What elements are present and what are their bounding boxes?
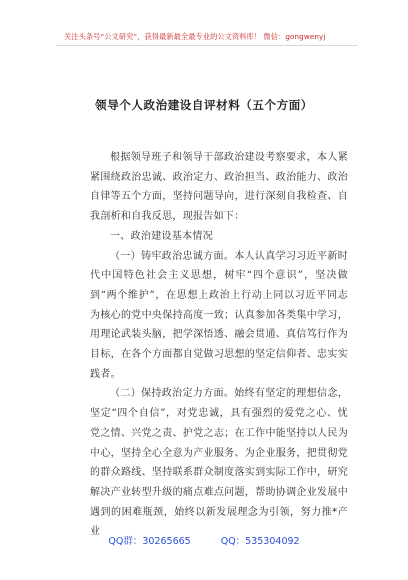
footer-qq: QQ：535304092	[220, 536, 300, 547]
paragraph-intro: 根据领导班子和领导干部政治建设考察要求，本人紧紧围绕政治忠诚、政治定力、政治担当、政治能力、政治自律等五个方面，坚持问题导向，进行深刻自我检查、自我剖析和自我反思，现报告如下：	[90, 152, 348, 223]
paragraph-resolve: （二）保持政治定力方面。始终有坚定的理想信念，坚定“四个自信”，对党忠诚，具有强烈的爱党之心、忧党之情、兴党之责、护党之志；在工作中能坚持以人民为中心，坚持全心全意为产业服务、为企业服务，把贯彻党的群众路线、坚持联系群众制度落实到实际工作中，研究解决产业转型升级的痛点难点问题，帮助协调企业发展中遇到的困难瓶颈，始终以新发展理念为引领，努力推*产业	[90, 388, 348, 538]
section-heading: 一、政治建设基本情况	[110, 230, 213, 242]
paragraph-loyalty: （一）铸牢政治忠诚方面。本人认真学习习近平新时代中国特色社会主义思想，树牢“四个意识”，坚决做到“两个维护”，在思想上政治上行动上同以习近平同志为核心的党中央保持高度一致；认真参加各类集中学习，用理论武装头脑，把学深悟透、融会贯通、真信笃行作为目标，在各个方面都自觉做习思想的坚定信仰者、忠实实践者。	[90, 250, 348, 380]
header-notice: 关注头条号“公文研究”，获得最新最全最专业的公文资料库！ 微信：gongwenyj	[64, 32, 326, 41]
footer-qq-group: QQ群：30265665	[108, 536, 191, 547]
document-body	[90, 148, 348, 542]
header-divider	[56, 45, 358, 46]
page-footer	[0, 533, 408, 547]
document-title: 领导个人政治建设自评材料（五个方面）	[95, 98, 313, 112]
page-header	[0, 0, 408, 82]
